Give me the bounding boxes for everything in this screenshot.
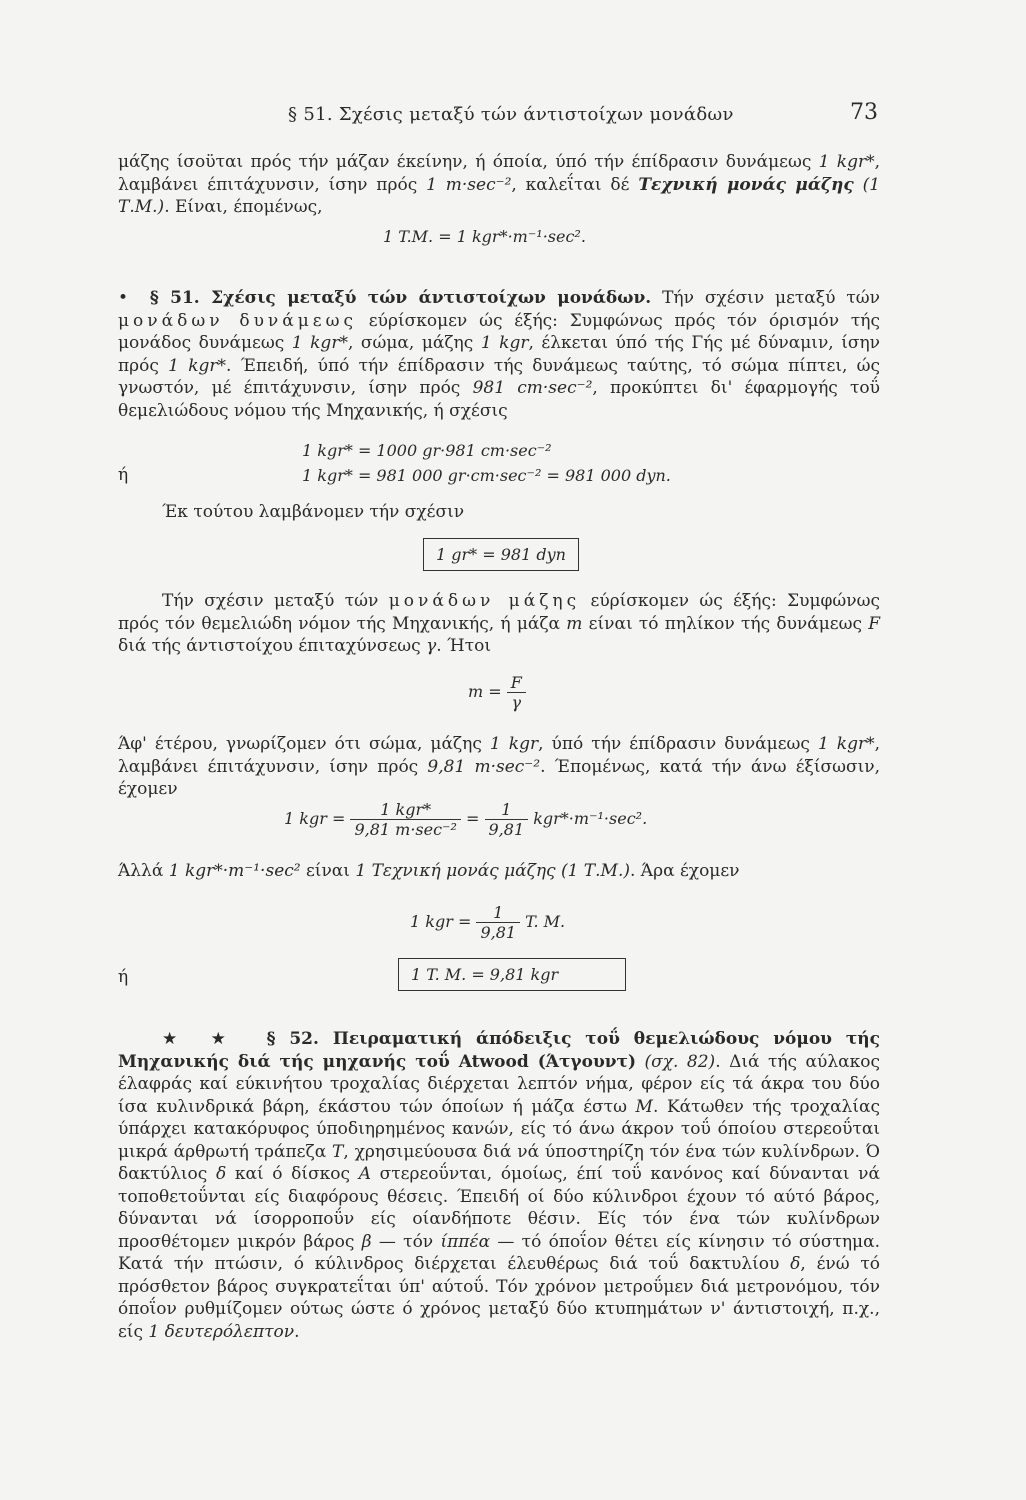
technical-mass-unit-term: Τεχνική μονάς μάζης	[638, 174, 854, 195]
ring-symbol-delta: δ	[215, 1164, 227, 1184]
but-text-3: . Άρα έχομεν	[630, 861, 740, 881]
s51-text-5: . Έπειδή, ύπό τήν έπίδρασιν τής δυνάμεως ταύτης, τό σώμα πίπτει, ώς γνωστόν, μέ έπιτάχυνσιν, ίσην πρός	[118, 355, 881, 398]
s51-value-1: 1 kgr*	[291, 333, 348, 353]
s51-text-1: Τήν σχέσιν μεταξύ τών	[651, 288, 880, 308]
s51-value-3: 1 kgr*	[168, 355, 227, 376]
s52-text-3: , χρησιμεύουσα διά νά ύποστηρίζη τόν ένα τών κυλίνδρων. Ό δακτύλιος	[118, 1141, 880, 1184]
equals-sign: =	[466, 809, 480, 828]
eq-final-tail: T. M.	[525, 912, 566, 931]
equation-or-marker-2: ή	[118, 967, 129, 987]
s52-text-1: . Διά τής αύλακος έλαφράς καί εύκινήτου τροχαλίας διέρχεται λεπτόν νήμα, φέρον είς τά άκρα του δύο ίσα κυλινδρικά βάρη, έκάστου τών όποίων ή μάζα έστω	[118, 1051, 881, 1117]
s51-text-6: , προκύπτει δι' έφαρμογής τοΰ θεμελιώδους νόμου τής Μηχανικής, ή σχέσις	[118, 378, 881, 421]
intro-value-2: 1 m·sec⁻²	[426, 174, 512, 195]
intro-text-2: , λαμβάνει έπιτάχυνσιν, ίσην πρός	[118, 152, 881, 195]
equation-tm-definition: 1 T.M. = 1 kgr*·m⁻¹·sec².	[383, 227, 586, 246]
mass-text-3: είναι τό πηλίκον τής δυνάμεως	[582, 613, 869, 634]
table-symbol-t: Τ	[332, 1141, 344, 1162]
eq-kgr-tail: kgr*·m⁻¹·sec².	[533, 809, 648, 828]
section-51-heading: § 51. Σχέσις μεταξύ τών άντιστοίχων μονάδων.	[149, 288, 652, 308]
intro-text-3: , καλεΐται δέ	[511, 174, 639, 195]
other-text-1: Άφ' έτέρου, γνωρίζομεν ότι σώμα, μάζης	[118, 734, 490, 754]
mass-symbol-big-m: Μ	[635, 1096, 653, 1117]
section-52-paragraph	[118, 1028, 880, 1343]
disk-symbol-a: Α	[358, 1164, 372, 1184]
mass-text-1: Τήν σχέσιν μεταξύ τών	[162, 591, 389, 611]
rider-term: ίππέα	[440, 1231, 491, 1252]
acceleration-symbol: γ	[426, 636, 437, 656]
mass-text-4: διά τής άντιστοίχου έπιταχύνσεως	[118, 636, 427, 656]
ring-symbol-delta-2: δ	[790, 1254, 801, 1274]
fraction-numerator: F	[507, 673, 526, 693]
but-value-1: 1 kgr*·m⁻¹·sec²	[168, 861, 301, 881]
s51-value-4: 981 cm·sec⁻²	[472, 378, 593, 398]
fraction-kgr-star-over-accel	[350, 800, 460, 839]
s51-text-2: εύρίσκομεν ώς έξής: Συμφώνως πρός τόν όρισμόν τής μονάδος δυνάμεως	[118, 310, 881, 353]
section-51-paragraph	[118, 287, 880, 422]
therefore-paragraph	[118, 860, 880, 883]
other-value-1: 1 kgr	[489, 734, 539, 754]
tm-abbreviation: (1 Τ.Μ.)	[118, 174, 881, 217]
s52-text-7: — τό όποΐον θέτει είς κίνησιν τό σύστημα. Κατά τήν πτώσιν, ό κύλινδρος διέρχεται έλευθέρως διά τοΰ δακτυλίου	[118, 1231, 880, 1274]
other-value-3: 9,81 m·sec⁻²	[427, 756, 541, 777]
equation-or-marker-1: ή	[118, 465, 129, 485]
s51-spaced-term: μονάδων δυνάμεως	[118, 310, 357, 331]
mass-text-5: . Ήτοι	[436, 636, 492, 656]
star-icon: ★ ★	[162, 1029, 240, 1049]
mass-unit-paragraph	[118, 590, 880, 658]
fraction-one-over-981-b	[476, 903, 520, 942]
but-text-2: είναι	[300, 861, 356, 881]
fraction-denominator: γ	[511, 693, 522, 712]
other-value-2: 1 kgr*	[817, 734, 875, 754]
fraction-numerator: 1	[476, 903, 520, 923]
equation-m-f-over-gamma	[468, 673, 526, 712]
boxed-equation-tm: 1 T. M. = 9,81 kgr	[398, 958, 626, 991]
eq-m-lhs: m =	[468, 682, 502, 701]
boxed-equation-gr-star: 1 gr* = 981 dyn	[423, 538, 579, 571]
intro-paragraph	[118, 151, 880, 219]
one-second-term: 1 δευτερόλεπτον	[148, 1321, 295, 1342]
figure-reference: (σχ. 82)	[644, 1051, 716, 1072]
s52-text-8: , ένώ τό πρόσθετον βάρος συγκρατεΐται ύπ' αύτοΰ. Τόν χρόνον μετροΰμεν διά μετρονόμου, τόν όποΐον ρυθμίζομεν ούτως ώστε ό χρόνος μεταξύ δύο κτυπημάτων ν' άντιστοιχή, π.χ., είς	[118, 1254, 880, 1342]
equation-kgr-star-2: 1 kgr* = 981 000 gr·cm·sec⁻² = 981 000 dyn.	[302, 466, 671, 485]
eq-kgr-lhs: 1 kgr =	[284, 809, 346, 828]
fraction-denominator: 9,81	[488, 820, 525, 839]
s52-text-6: — τόν	[371, 1231, 441, 1252]
other-text-2: , ύπό τήν έπίδρασιν δυνάμεως	[538, 734, 818, 754]
fraction-f-gamma	[507, 673, 526, 712]
s51-value-2: 1 kgr	[480, 333, 529, 353]
s52-text-9: .	[294, 1321, 300, 1342]
s52-text-5: στερεοΰνται, όμοίως, έπί τοΰ κανόνος καί δύνανται νά τοποθετοΰνται είς διαφόρους θέσεις. Έπειδή οί δύο κύλινδροι έχουν τό αύτό βάρος, δύνανται νά ίσορροποΰν είς οίανδήποτε θέσιν. Είς τόν ένα τών κυλίνδρων προσθέτομεν μικρόν βάρος	[118, 1164, 880, 1252]
weight-symbol-beta: β	[361, 1231, 372, 1252]
from-this-text: Έκ τούτου λαμβάνομεν τήν σχέσιν	[162, 502, 465, 522]
other-text-3: , λαμβάνει έπιτάχυνσιν, ίσην πρός	[118, 734, 881, 777]
fraction-denominator: 9,81	[480, 923, 517, 942]
s51-text-3: , σώμα, μάζης	[347, 333, 481, 353]
from-this-line	[118, 501, 880, 524]
mass-text-2: εύρίσκομεν ώς έξής: Συμφώνως πρός τόν θεμελιώδη νόμον τής Μηχανικής, ή μάζα	[118, 591, 880, 634]
intro-text-4: . Είναι, έπομένως,	[164, 197, 323, 217]
fraction-one-over-981	[485, 800, 529, 839]
eq-final-lhs: 1 kgr =	[410, 912, 472, 931]
mass-symbol-m: m	[566, 613, 583, 634]
but-text-1: Άλλά	[118, 861, 169, 881]
equation-kgr-star-1: 1 kgr* = 1000 gr·981 cm·sec⁻²	[302, 441, 552, 460]
fraction-denominator: 9,81 m·sec⁻²	[354, 820, 457, 839]
intro-text-1: μάζης ίσοϋται πρός τήν μάζαν έκείνην, ή όποία, ύπό τήν έπίδρασιν δυνάμεως	[118, 152, 819, 172]
page-number: 73	[850, 100, 878, 125]
other-hand-paragraph	[118, 733, 880, 801]
running-title: § 51. Σχέσις μεταξύ τών άντιστοίχων μονάδων	[288, 104, 734, 125]
other-text-4: . Έπομένως, κατά τήν άνω έξίσωσιν, έχομεν	[118, 756, 881, 799]
equation-kgr-conversion	[284, 800, 647, 839]
s52-text-4: καί ό δίσκος	[226, 1164, 359, 1184]
section-52-heading: § 52. Πειραματική άπόδειξις τοΰ θεμελιώδους νόμου τής Μηχανικής διά τής μηχανής τοΰ Atwood (Άτγουντ)	[118, 1029, 881, 1072]
but-value-2: 1 Τεχνική μονάς μάζης (1 Τ.Μ.)	[355, 861, 630, 881]
intro-value-1: 1 kgr*	[818, 152, 875, 172]
equation-kgr-in-tm	[410, 903, 565, 942]
mass-spaced-term: μονάδων μάζης	[388, 591, 581, 611]
fraction-numerator: 1 kgr*	[350, 800, 460, 820]
force-symbol-f: F	[868, 613, 881, 634]
s51-text-4: , έλκεται ύπό τής Γής μέ δύναμιν, ίσην πρός	[118, 333, 881, 376]
fraction-numerator: 1	[485, 800, 529, 820]
page-header	[118, 100, 878, 130]
section-bullet: •	[118, 288, 129, 308]
s52-text-2: . Κάτωθεν τής τροχαλίας ύπάρχει κατακόρυφος ύποδιηρημένος κανών, είς τό άνω άκρον τοΰ όποίου στερεοΰται μικρά άρθρωτή τράπεζα	[118, 1096, 880, 1162]
